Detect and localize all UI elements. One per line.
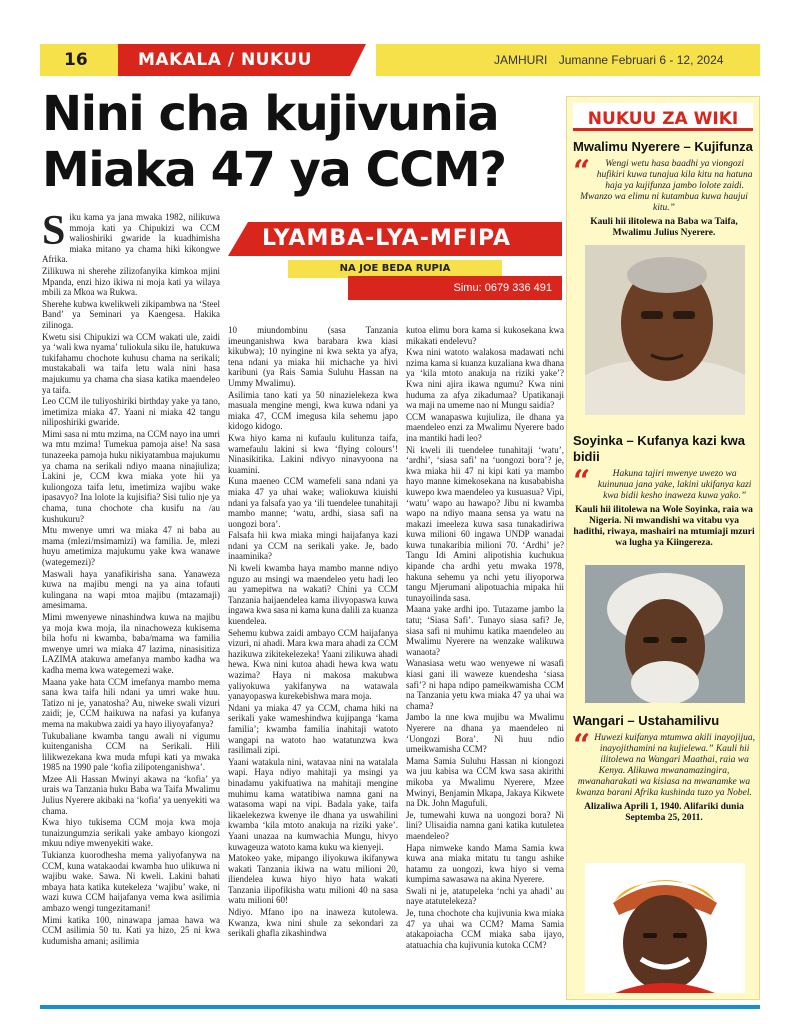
paragraph: Maswali haya yanafikirisha sana. Yanaweza kuwa na majibu mengi na ya aina tofauti kulingana na wapi mtoa majibu (mtazamaji) amesimama. [42, 568, 220, 611]
quotes-sidebar [566, 96, 760, 1000]
paragraph: Zilikuwa ni sherehe zilizofanyika kimkoa mjini Mpanda, enzi hizo ikiwa ni moja kati ya wilaya mbili za Mkoa wa Rukwa. [42, 265, 220, 298]
quote-mark-icon: “ [573, 728, 591, 763]
section-label: MAKALA / NUKUU [118, 44, 350, 76]
sidebar-title: NUKUU ZA WIKI [573, 103, 753, 131]
issue-date: Jumanne Februari 6 - 12, 2024 [558, 53, 724, 67]
headline-line-1: Nini cha kujivunia [42, 86, 499, 142]
paragraph: Ni kweli kwamba haya mambo manne ndiyo nguzo au msingi wa maendeleo yetu hadi leo au yamepitwa na wakati? Chini ya CCM Tanzania haijaendelea kama ilivyopaswa kuwa ingawa kwa sasa ni kama kuna dalili za kuanza kuendelea. [228, 563, 398, 627]
paragraph: Jambo la nne kwa mujibu wa Mwalimu Nyerere na dhana ya maendeleo ni ‘Uongozi Bora’. Ni huu ndio umeikwamisha CCM? [406, 712, 564, 755]
headline-line-2: Miaka 47 ya CCM? [42, 142, 506, 198]
author-byline: NA JOE BEDA RUPIA [288, 260, 502, 278]
quote-mark-icon: “ [573, 154, 591, 189]
paragraph: Sehemu kubwa zaidi ambayo CCM haijafanya vizuri, ni ahadi. Mara kwa mara ahadi za CCM hazikuwa zikitekelezeka! Yaani zilikuwa ahadi hewa. Kwa nini kutoa ahadi hewa kwa watu wazima? Haya ni makosa makubwa yaliyokuwa yakifanywa na watawala yanayopaswa kurekebishwa mara moja. [228, 627, 398, 702]
article-column-3 [406, 325, 564, 1002]
page-number: 16 [40, 44, 118, 76]
paragraph: Falsafa hii kwa miaka mingi haijafanya kazi ndani ya CCM na serikali yake. Je, bado inaaminika? [228, 530, 398, 562]
paragraph: Leo CCM ile tuliyoshiriki birthday yake ya tano, imetimiza miaka 47. Yaani ni miaka 42 tangu niliposhiriki gwaride. [42, 396, 220, 428]
paragraph: kutoa elimu bora kama si kukosekana kwa mikakati endelevu? [406, 325, 564, 346]
paragraph: Mtu mwenye umri wa miaka 47 ni baba au mama (mlezi/msimamizi) wa familia. Je, mlezi huyu ametimiza majukumu yake kwa wanawe (wategemezi)? [42, 525, 220, 567]
quote-text: Hakuna tajiri mwenye uwezo wa kuinunua jana yake, lakini ukifanya kazi kwa bidii kesho inaweza kuwa yako.” [597, 469, 752, 501]
paragraph: Ndani ya miaka 47 ya CCM, chama hiki na serikali yake wameshindwa kujipanga ‘kama familia’; kwamba familia inahitaji watoto wangapi na watoto hao watatunzwa kwa rasilimali zipi. [228, 702, 398, 756]
paragraph: Je, tumewahi kuwa na uongozi bora? Ni lini? Ulisaidia namna gani katika kutuletea maendeleo? [406, 809, 564, 841]
paragraph: Matokeo yake, mipango iliyokuwa ikifanywa wakati Tanzania ikiwa na watu milioni 20, iliendelea kuwa hiyo hiyo hata wakati Tanzania ilipofikisha watu milioni 40 na sasa watu milioni 60! [228, 853, 398, 906]
soyinka-portrait [585, 565, 745, 703]
quote-wangari [573, 713, 755, 824]
paragraph: Mimi katika 100, ninawapa jamaa hawa wa CCM asilimia 50 tu. Kati ya hizo, 25 ni kwa kudumisha amani; asilimia [42, 914, 220, 946]
quote-heading: Mwalimu Nyerere – Kujifunza [573, 139, 753, 154]
article-column-2 [228, 325, 398, 1002]
column-brand-box [228, 212, 562, 320]
article-column-1 [42, 212, 220, 1002]
paragraph: Kwa nini watoto walakosa madawati nchi nzima kama si kuanza kuzaliana kwa dhana ya ‘kila mtoto anakuja na riziki yake’? Kwa nini ajira ikawa ngumu? Kwa nini huduma za afya zikadumaa? Upatikanaji wa maji na umeme nao ni Mungu saidia? [406, 347, 564, 411]
quote-heading: Soyinka – Kufanya kazi kwa bidii [573, 433, 745, 464]
paragraph: Hapa nimweke kando Mama Samia kwa kuwa ana miaka mitatu tu tangu ashike hatamu za uongozi, kwa hiyo si vema kumpima sawasawa na akina Nyerere. [406, 842, 564, 885]
quote-text: Huwezi kuifanya mtumwa akili inayojijua, inayojithamini na kujielewa.” Kauli hii ilitolewa na Wangari Maathai, raia wa Kenya. Alikuwa mwanamazingira, mwanaharakati wa kisiasa na mwanamke wa kwanza barani Afrika kushinda tuzo ya Nobel. [576, 733, 755, 798]
paragraph: Kwetu sisi Chipukizi wa CCM wakati ule, zaidi ya ‘wali kwa nyama’ tuliokula siku ile, hatukuwa tukifahamu chochote kuhusu chama na serikali; mustakabali wa taifa letu wala nini hasa majukumu ya chama cha siasa katika maendeleo ya taifa. [42, 331, 220, 395]
column-title: LYAMBA-LYA-MFIPA [248, 222, 562, 256]
paragraph: Mama Samia Suluhu Hassan ni kiongozi wa juu kabisa wa CCM kwa sasa akirithi mikoba ya Mwalimu Nyerere, Mzee Mwinyi, Benjamin Mkapa, Jakaya Kikwete na Dk. John Magufuli. [406, 755, 564, 809]
footer-rule [40, 1005, 760, 1009]
author-phone: Simu: 0679 336 491 [348, 276, 562, 300]
nyerere-portrait [585, 245, 745, 415]
paragraph: Asilimia tano kati ya 50 ninazielekeza kwa masuala mengine mengi, kwa kuwa ndani ya miaka 47, CCM imegusa kila sehemu japo kidogo kidogo. [228, 389, 398, 432]
paragraph: Maana yake ardhi ipo. Tutazame jambo la tatu; ‘Siasa Safi’. Tunayo siasa safi? Je, siasa safi ni muhimu katika maendeleo au Mwalimu Nyerere na wenzake walikuwa wanaota? [406, 604, 564, 657]
paragraph: Wanasiasa wetu wao wenyewe ni wasafi kiasi gani ili waweze kuendesha ‘siasa safi’? ni hapa ndipo pameikwamisha CCM na Tanzania yetu kwa miaka 47 ya uhai wa chama? [406, 658, 564, 711]
quote-attribution: Alizaliwa Aprili 1, 1940. Alifariki dunia Septemba 25, 2011. [584, 802, 744, 823]
wangari-portrait [585, 863, 745, 993]
paragraph: Swali ni je, atatupeleka ‘nchi ya ahadi’ au naye atatutelekeza? [406, 885, 564, 907]
paragraph: Ndiyo. Mfano ipo na inaweza kutolewa. Kwanza, kwa nini shule za sekondari za serikali ghafla zikashindwa [228, 907, 398, 939]
masthead [376, 44, 760, 76]
paragraph: Mzee Ali Hassan Mwinyi akawa na ‘kofia’ ya urais wa Tanzania huku Baba wa Taifa Mwalimu Julius Nyerere akibaki na ‘kofia’ ya uenyekiti wa chama. [42, 773, 220, 816]
quote-soyinka [573, 433, 755, 549]
quote-attribution: Kauli hii ilitolewa na Wole Soyinka, raia wa Nigeria. Ni mwandishi wa vitabu vya hadithi, riwaya, mashairi na mtumiaji mzuri wa lugha ya Kiingereza. [573, 505, 755, 548]
nyerere-portrait-image [585, 245, 745, 415]
soyinka-portrait-image [585, 565, 745, 703]
paragraph: Mimi sasa ni mtu mzima, na CCM nayo ina umri wa mtu mzima! Tumekua pamoja aise! Na sasa tunazeeka pamoja huku nikiyatambua majukumu ya chama na serikali ndiyo maana ninajiuliza; Lakini je, CCM kwa miaka yote hii ya kuliongoza taifa letu, imetimiza wajibu wake ipasavyo? Ina lolote la kujisifia? Sisi tulio nje ya chama, tuna chochote cha kusifu na /au kushukuru? [42, 428, 220, 524]
headline [42, 86, 562, 198]
paragraph: Kuna maeneo CCM wamefeli sana ndani ya miaka 47 ya uhai wake; waliokuwa kiuishi ndani ya falsafa yao ya ‘ili tuendelee tunahitaji mambo manne; ‘watu, ardhi, siasa safi na uongozi bora’. [228, 476, 398, 529]
paragraph: Yaani watakula nini, watavaa nini na watalala wapi. Haya ndiyo mahitaji ya msingi ya binadamu yakifuatiwa na mahitaji mengine muhimu kama watatibiwa namna gani na watasoma wapi na vipi. Badala yake, taifa likaelekezwa kwenye ile dhana ya uswahilini kwamba ‘kila mtoto anakuja na riziki yake’. Yaani unazaa na kumwachia Mungu, hivyo kuwageuza watoto kama kuku wa kienyeji. [228, 756, 398, 852]
page-header [40, 44, 760, 76]
paragraph: 10 miundombinu (sasa Tanzania imeunganishwa kwa barabara kwa kiasi kikubwa); 10 nyingine ni kwa sekta ya afya, tena ndani ya miaka hii michache ya hivi karibuni (ya Rais Samia Suluhu Hassan na Ummy Mwalimu). [228, 325, 398, 388]
paragraph: Je, tuna chochote cha kujivunia kwa miaka 47 ya uhai wa CCM? Mama Samia atakapoiacha CCM miaka saba ijayo, atatuachia cha kujivunia kutoka CCM? [406, 908, 564, 950]
quote-nyerere [573, 139, 755, 239]
publication-name: JAMHURI [494, 53, 548, 67]
quote-attribution: Kauli hii ilitolewa na Baba wa Taifa, Mwalimu Julius Nyerere. [590, 217, 738, 238]
paragraph: CCM wanapaswa kujiuliza, ile dhana ya maendeleo enzi za Mwalimu Nyerere bado ina mantiki hadi leo? [406, 411, 564, 443]
quote-text: Wengi wetu hasa baadhi ya viongozi hufikiri kuwa tunajua kila kitu na hatuna haja ya kujifunza jambo lolote zaidi. Mwanzo wa elimu ni kutambua kuwa haujui kitu.” [580, 159, 753, 213]
wangari-portrait-image [585, 863, 745, 993]
paragraph: Maana yake hata CCM imefanya mambo mema sana kwa taifa hili ndani ya umri wake huu. Tatizo ni je, yanatosha? Au, niweke swali vizuri zaidi; je, CCM haikuwa na nafasi ya kufanya mema na makubwa zaidi ya hayo iliyoyafanya? [42, 676, 220, 729]
paragraph: Kwa hiyo kama ni kufaulu kulitunza taifa, wamefaulu lakini si kwa ‘flying colours’! Ninasikitika. Lakini ndivyo ninavyoona na kuamini. [228, 432, 398, 475]
paragraph: Ni kweli ili tuendelee tunahitaji ‘watu’, ‘ardhi’, ‘siasa safi’ na ‘uongozi bora’? je, kwa miaka hii 47 ni kipi kati ya mambo hayo manne kimekosekana na kusababisha kuwepo kwa maendeleo ya kusuasua? Vipi, ‘watu’ wapo au hawapo? Jibu ni kwamba wapo na ndiyo maana sensa ya watu na makazi imeeleza kuwa sasa tunakadiriwa kuwa milioni 60 ingawa UNDP wanadai kuwa tunakaribia milioni 70. ‘Ardhi’ je? Tangu Idi Amini alipotishia kuchukua kipande cha ardhi yetu mwaka 1978, hakuna sehemu ya nchi yetu iliyoporwa tangu Mjerumani alipotuachia mipaka hii tunayoilinda sasa. [406, 444, 564, 603]
dropcap: S [42, 212, 66, 254]
paragraph: Tukianza kuorodhesha mema yaliyofanywa na CCM, kuna watakaodai kwamba huo ulikuwa ni wajibu wake. Sawa. Ni kweli. Lakini bahati mbaya hata katika kutekeleza ‘wajibu’ wake, ni wazi kuwa CCM haijafanya vema kwa asilimia ambazo wengi tungezitamani! [42, 850, 220, 913]
paragraph: Tukubaliane kwamba tangu awali ni vigumu kuitenganisha CCM na Serikali. Hili lilikwezekana kwa muda mfupi kati ya mwaka 1985 na 1990 pale ‘kofia zilipotenganishwa’. [42, 730, 220, 773]
paragraph: Mimi mwenyewe ninashindwa kuwa na majibu ya moja kwa moja, ila ninachoweza kukisema bila hofu ni kwamba, baba/mama wa familia mwenye umri wa miaka 47 lazima, ninasisitiza LAZIMA atakuwa amefanya mambo kadha wa kadha mema kwa wategemezi wake. [42, 611, 220, 675]
quote-heading: Wangari – Ustahamilivu [573, 713, 720, 728]
quote-mark-icon: “ [573, 464, 591, 499]
paragraph: iku kama ya jana mwaka 1982, nilikuwa mmoja kati ya Chipukizi wa CCM walioshiriki gwaride la kuadhimisha miaka mitano ya chama hiki kikongwe Afrika. [42, 212, 220, 265]
paragraph: Kwa hiyo tukisema CCM moja kwa moja tunaizungumzia serikali yake ambayo kiongozi mkuu ndiye mwenyekiti wake. [42, 817, 220, 849]
paragraph: Sherehe kubwa kwelikweli zikipambwa na ‘Steel Band’ ya Seminari ya Kaengesa. Hakika zilinoga. [42, 298, 220, 330]
